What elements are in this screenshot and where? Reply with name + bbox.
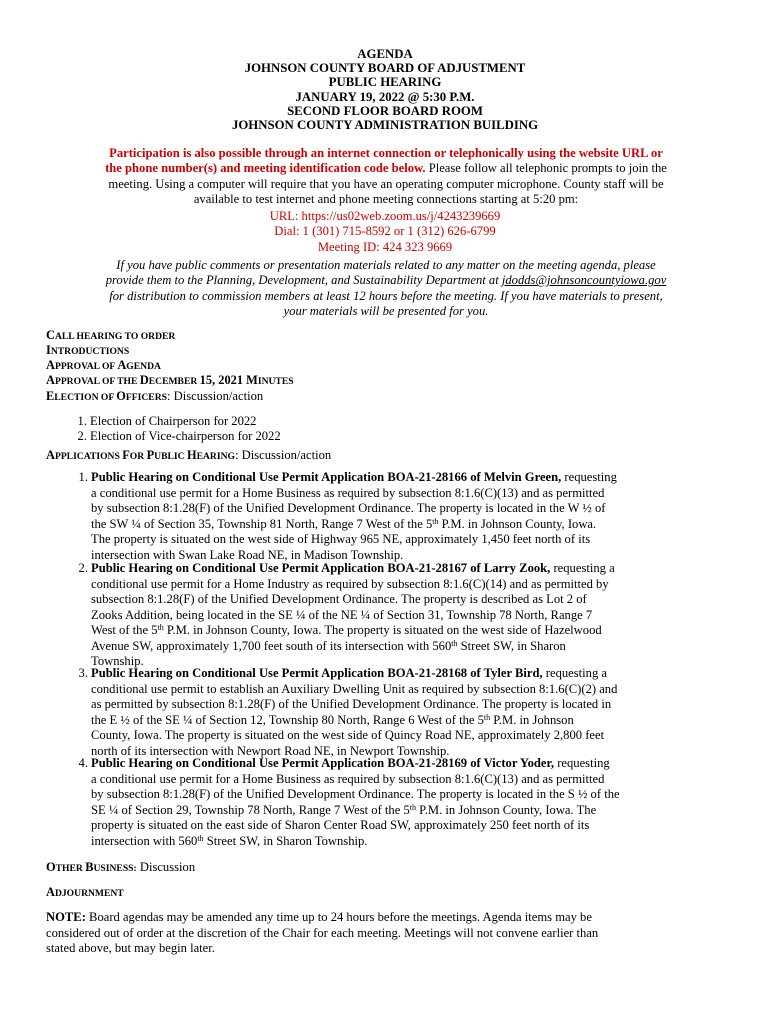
call-to-order: CALL HEARING TO ORDER [46,328,176,342]
participation-notice [46,146,726,208]
agenda-page: AGENDA JOHNSON COUNTY BOARD OF ADJUSTMENT PUBLIC HEARING JANUARY 19, 2022 @ 5:30 P.M. SECOND FLOOR BOARD ROOM JOHNSON COUNTY ADMINISTRATION BUILDING Participation is also possible through an internet connection or telephonically using the website URL or the phone number(s) and meeting identification code below. Please follow all telephonic prompts to join the meeting. Using a computer will require that you have an operating computer microphone. County staff will be available to test internet and phone meeting connections starting at 5:20 pm: URL: https://us02web.zoom.us/j/4243239669 Dial: 1 (301) 715-8592 or 1 (312) 626-6799 Meeting ID: 424 323 9669 If you have public comments or presentation materials related to any matter on the meeting agenda, please provide them to the Planning, Development, and Sustainability Department at jdodds@johnsoncountyiowa.gov for distribution to commission members at least 12 hours before the meeting. If you have materials to present, your materials will be presented for you. CALL HEARING TO ORDER INTRODUCTIONS APPROVAL OF AGENDA APPROVAL OF THE DECEMBER 15, 2021 MINUTES ELECTION OF OFFICERS: Discussion/action 1. Election of Chairperson for 2022 2. Election of Vice-chairperson for 2022 APPLICATIONS FOR PUBLIC HEARING: Discussion/action 1. Public Hearing on Conditional Use Permit Application BOA-21-28166 of Melvin Green, requesting a conditional use permit for a Home Business as required by subsection 8:1.6(C)(13) and as permitted by subsection 8:1.28(F) of the Unified Development Ordinance. The property is located in the W ½ of the SW ¼ of Section 35, Township 81 North, Range 7 West of the 5th P.M. in Johnson County, Iowa. The property is situated on the west side of Highway 965 NE, approximately 1,450 feet north of its intersection with Swan Lake Road NE, in Madison Township. 2. Public Hearing on Conditional Use Permit Application BOA-21-28167 of Larry Zook, requesting a conditional use permit for a Home Industry as required by subsection 8:1.6(C)(14) and as permitted by subsection 8:1.28(F) of the Unified Development Ordinance. The property is described as Lot 2 of Zooks Addition, being located in the SE ¼ of the NE ¼ of Section 31, Township 78 North, Range 7 West of the 5th P.M. in Johnson County, Iowa. The property is situated on the west side of Hazelwood Avenue SW, approximately 1,700 feet south of its intersection with 560th Street SW, in Sharon Township. 3. Public Hearing on Conditional Use Permit Application BOA-21-28168 of Tyler Bird, requesting a conditional use permit to establish an Auxiliary Dwelling Unit as required by subsection 8:1.6(C)(2) and as permitted by subsection 8:1.28(F) of the Unified Development Ordinance. The property is located in the E ½ of the SE ¼ of Section 12, Township 80 North, Range 6 West of the 5th P.M. in Johnson County, Iowa. The property is situated on the west side of Quincy Road NE, approximately 2,800 feet north of its intersection with Newport Road NE, in Newport Township. 4. Public Hearing on Conditional Use Permit Application BOA-21-28169 of Victor Yoder, requesting a conditional use permit for a Home Business as required by subsection 8:1.6(C)(13) and as permitted by subsection 8:1.28(F) of the Unified Development Ordinance. The property is located in the S ½ of the SE ¼ of Section 29, Township 78 North, Range 7 West of the 5th P.M. in Johnson County, Iowa. The property is situated on the east side of Sharon Center Road SW, approximately 250 feet north of its intersection with 560th Street SW, in Sharon Township. OTHER BUSINESS: Discussion ADJOURNMENT NOTE: Board agendas may be amended any time up to 24 hours before the meetings. Agenda items may be considered out of order at the discretion of the Chair for each meeting. Meetings will not convene earlier than stated above, but may begin later. [0,0,770,1024]
adjournment: ADJOURNMENT [46,885,124,899]
header-hearing: PUBLIC HEARING [328,75,442,90]
meeting-id: Meeting ID: 424 323 9669 [317,239,453,254]
other-business: OTHER BUSINESS: Discussion [46,860,196,874]
approval-of-minutes: APPROVAL OF THE DECEMBER 15, 2021 MINUTES [46,373,294,387]
introductions: INTRODUCTIONS [46,343,130,357]
dial-numbers: Dial: 1 (301) 715-8592 or 1 (312) 626-6799 [274,224,496,239]
comments-line-1: If you have public comments or presentation materials related to any matter on the meeting agenda, please [116,258,656,272]
approval-of-agenda: APPROVAL OF AGENDA [46,358,161,372]
opening-items [46,328,726,388]
participation-text-2: Please follow all telephonic prompts to join the [425,161,667,176]
header-board: JOHNSON COUNTY BOARD OF ADJUSTMENT [244,61,526,76]
comments-line-4: your materials will be presented for you. [283,304,489,319]
comments-line-3: for distribution to commission members at least 12 hours before the meeting. If you have materials to present, [109,288,663,303]
election-heading: ELECTION OF OFFICERS: Discussion/action [46,389,264,403]
list-item: 1. Election of Chairperson for 2022 [77,414,257,428]
note-paragraph: NOTE: Board agendas may be amended any time up to 24 hours before the meetings. Agenda items may be considered out of order at the discretion of the Chair for each meeting. Meetings will not convene earlier than stated above, but may begin later. [46,910,599,955]
connection-info [0,209,770,255]
comments-line-2: provide them to the Planning, Development, and Sustainability Department at [105,273,502,288]
participation-text-4: available to test internet and phone meeting connections starting at 5:20 pm: [193,192,579,207]
zoom-url[interactable]: URL: https://us02web.zoom.us/j/4243239669 [269,209,501,223]
participation-bold-2: the phone number(s) and meeting identification code below. [105,161,426,176]
public-comments-notice [46,258,726,320]
participation-bold-1: Participation is also possible through an internet connection or telephonically using the website URL or [109,146,663,160]
applications-heading: APPLICATIONS FOR PUBLIC HEARING: Discussion/action [46,448,332,462]
email-link[interactable]: jdodds@johnsoncountyiowa.gov [501,273,667,288]
agenda-header [0,47,770,132]
header-room: SECOND FLOOR BOARD ROOM [287,103,483,118]
officer-election-list [46,414,281,444]
header-date: JANUARY 19, 2022 @ 5:30 P.M. [295,89,475,104]
header-building: JOHNSON COUNTY ADMINISTRATION BUILDING [231,118,539,133]
header-title: AGENDA [357,47,413,61]
participation-text-3: meeting. Using a computer will require that you have an operating computer microphone. County staff will be [108,176,664,191]
list-item: 2. Election of Vice-chairperson for 2022 [77,429,281,443]
note-label: NOTE: [46,910,86,924]
